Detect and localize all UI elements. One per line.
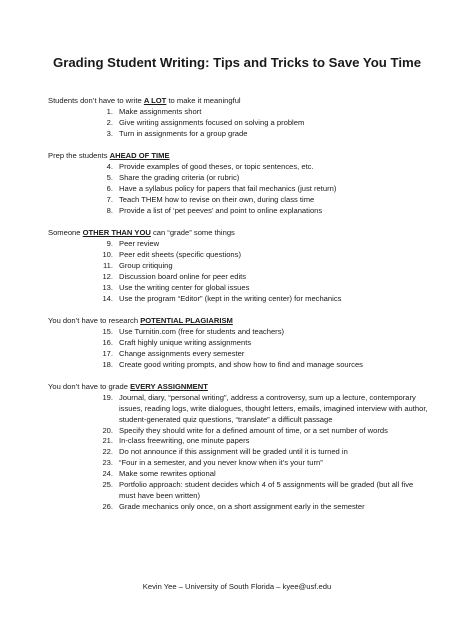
item-number: 8. xyxy=(106,205,113,215)
item-number: 22. xyxy=(102,447,113,457)
item-text: Discussion board online for peer edits xyxy=(119,271,247,281)
section-heading-emphasis: AHEAD OF TIME xyxy=(109,151,170,161)
item-number: 11. xyxy=(103,260,113,270)
item-number: 6. xyxy=(106,183,113,193)
item-number: 5. xyxy=(106,172,113,182)
section xyxy=(48,382,428,513)
list-item xyxy=(48,173,428,184)
section-heading-text: Prep the students xyxy=(48,151,110,161)
item-text: Peer review xyxy=(119,238,160,248)
item-text: Provide a list of ‘pet peeves’ and point to online explanations xyxy=(119,205,323,215)
document-footer: Kevin Yee – University of South Florida – kyee@usf.edu xyxy=(142,582,332,591)
list-item xyxy=(48,272,428,283)
item-number: 26. xyxy=(102,501,113,511)
list-item xyxy=(48,360,428,371)
section xyxy=(48,96,428,140)
item-text: Grade mechanics only once, on a short assignment early in the semester xyxy=(119,501,365,511)
item-number: 2. xyxy=(106,117,113,127)
list-item xyxy=(48,239,428,250)
item-number: 16. xyxy=(102,337,113,347)
item-number: 1. xyxy=(106,106,113,116)
section-heading-emphasis: POTENTIAL PLAGIARISM xyxy=(140,315,233,325)
tip-list xyxy=(48,107,428,140)
list-item xyxy=(48,118,428,129)
tip-list xyxy=(48,239,428,304)
list-item xyxy=(48,338,428,349)
item-number: 12. xyxy=(102,271,113,281)
item-text: Make some rewrites optional xyxy=(119,469,216,479)
section-heading-text: to make it meaningful xyxy=(166,96,241,105)
item-text: Have a syllabus policy for papers that fail mechanics (just return) xyxy=(119,183,337,193)
item-text: Provide examples of good theses, or topic sentences, etc. xyxy=(119,162,314,172)
list-item xyxy=(48,261,428,272)
item-text: Specify they should write for a defined amount of time, or a set number of words xyxy=(119,425,388,435)
tip-list xyxy=(48,162,428,217)
item-text: Portfolio approach: student decides which 4 of 5 assignments will be graded (but all five must have been written) xyxy=(119,480,414,500)
item-text: Use the program “Editor” (kept in the writing center) for mechanics xyxy=(119,293,342,303)
list-item xyxy=(48,480,428,502)
item-text: Peer edit sheets (specific questions) xyxy=(119,249,241,259)
list-item xyxy=(48,447,428,458)
list-item xyxy=(48,349,428,360)
item-number: 25. xyxy=(102,480,113,490)
tip-list xyxy=(48,393,428,513)
item-number: 23. xyxy=(102,458,113,468)
list-item xyxy=(48,426,428,437)
item-text: Share the grading criteria (or rubric) xyxy=(119,172,240,182)
item-number: 24. xyxy=(102,469,113,479)
item-text: Do not announce if this assignment will be graded until it is turned in xyxy=(119,447,348,457)
section-heading-text: Someone xyxy=(48,228,83,238)
section xyxy=(48,228,428,304)
list-item xyxy=(48,107,428,118)
item-number: 13. xyxy=(102,282,113,292)
item-number: 18. xyxy=(102,359,113,369)
item-number: 21. xyxy=(102,436,113,446)
list-item xyxy=(48,327,428,338)
section-heading xyxy=(48,316,428,327)
section-heading-emphasis: OTHER THAN YOU xyxy=(82,228,151,238)
item-text: Use Turnitin.com (free for students and teachers) xyxy=(119,326,285,336)
section-heading-emphasis: EVERY ASSIGNMENT xyxy=(130,381,208,391)
item-number: 19. xyxy=(102,392,113,402)
section-heading-text: You don’t have to grade xyxy=(48,381,131,391)
section-heading-text: can “grade” some things xyxy=(150,228,235,238)
section-heading-emphasis: A LOT xyxy=(143,96,167,105)
item-text: In-class freewriting, one minute papers xyxy=(119,436,250,446)
item-text: Make assignments short xyxy=(119,106,202,116)
list-item xyxy=(48,250,428,261)
section-heading-text: You don’t have to research xyxy=(48,315,141,325)
document-body xyxy=(48,96,428,524)
item-text: Craft highly unique writing assignments xyxy=(119,337,252,347)
list-item xyxy=(48,162,428,173)
list-item xyxy=(48,206,428,217)
list-item xyxy=(48,195,428,206)
list-item xyxy=(48,436,428,447)
section xyxy=(48,151,428,216)
item-text: Change assignments every semester xyxy=(119,348,245,358)
item-text: Create good writing prompts, and show how to find and manage sources xyxy=(119,359,363,369)
item-text: Group critiquing xyxy=(119,260,173,270)
section xyxy=(48,316,428,371)
list-item xyxy=(48,294,428,305)
item-number: 9. xyxy=(106,238,113,248)
item-number: 3. xyxy=(106,128,113,138)
list-item xyxy=(48,129,428,140)
item-number: 10. xyxy=(102,249,113,259)
section-heading xyxy=(48,151,428,162)
tip-list xyxy=(48,327,428,371)
section-heading-text: Students don’t have to write xyxy=(48,96,144,105)
item-text: Use the writing center for global issues xyxy=(119,282,250,292)
list-item xyxy=(48,283,428,294)
item-text: “Four in a semester, and you never know when it’s your turn” xyxy=(119,458,323,468)
list-item xyxy=(48,469,428,480)
item-number: 7. xyxy=(106,194,113,204)
section-heading xyxy=(48,228,428,239)
item-text: Give writing assignments focused on solving a problem xyxy=(119,117,305,127)
document-title: Grading Student Writing: Tips and Tricks to Save You Time xyxy=(52,55,422,70)
list-item xyxy=(48,393,428,426)
item-number: 20. xyxy=(102,425,113,435)
item-number: 4. xyxy=(106,162,113,172)
list-item xyxy=(48,502,428,513)
item-text: Journal, diary, “personal writing”, address a controversy, sum up a lecture, contemporary issues, reading logs, write dialogues, thought letters, emails, imagined interview with author, student-generated quiz questions, “translate” a difficult passage xyxy=(119,392,428,424)
section-heading xyxy=(48,96,428,107)
item-number: 14. xyxy=(102,293,113,303)
item-text: Teach THEM how to revise on their own, during class time xyxy=(119,194,315,204)
item-number: 17. xyxy=(102,348,113,358)
item-number: 15. xyxy=(102,326,113,336)
list-item xyxy=(48,458,428,469)
section-heading xyxy=(48,382,428,393)
item-text: Turn in assignments for a group grade xyxy=(119,128,248,138)
list-item xyxy=(48,184,428,195)
